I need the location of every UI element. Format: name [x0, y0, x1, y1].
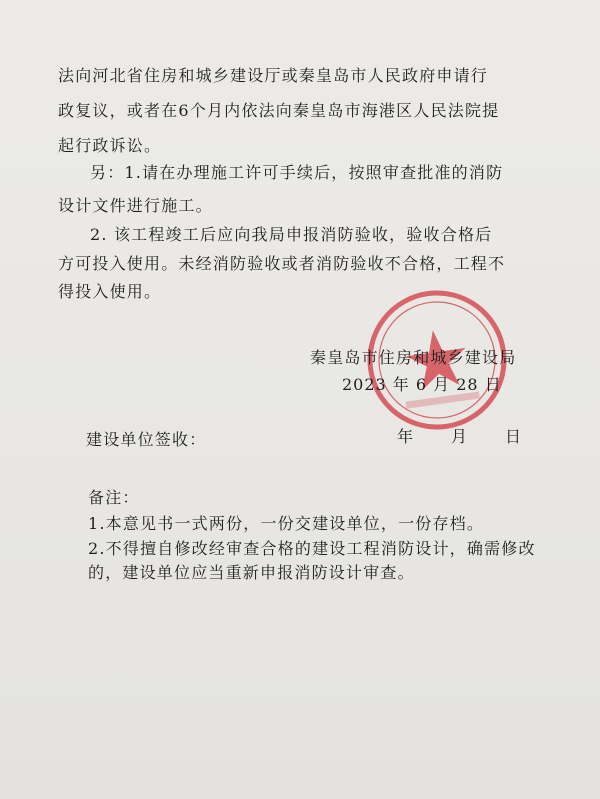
receipt-date-field: 年 月 日: [397, 427, 524, 446]
paragraph-line: 政复议，或者在6个月内依法向秦皇岛市海港区人民法院提: [58, 101, 500, 120]
notes-item: 的，建设单位应当重新申报消防设计审查。: [88, 563, 415, 582]
note-line: 2. 该工程竣工后应向我局申报消防验收，验收合格后: [90, 225, 493, 244]
note-line: 另：1.请在办理施工许可手续后，按照审查批准的消防: [90, 163, 504, 182]
paragraph-line: 法向河北省住房和城乡建设厅或秦皇岛市人民政府申请行: [58, 66, 489, 85]
notes-item: 1.本意见书一式两份，一份交建设单位，一份存档。: [88, 514, 485, 533]
note-line: 方可投入使用。未经消防验收或者消防验收不合格，工程不: [58, 254, 506, 273]
notes-item: 2.不得擅自修改经审查合格的建设工程消防设计，确需修改: [88, 539, 536, 558]
note-line: 设计文件进行施工。: [58, 196, 213, 215]
receipt-label: 建设单位签收：: [86, 430, 207, 449]
issuer-name: 秦皇岛市住房和城乡建设局: [310, 348, 517, 367]
paragraph-line: 起行政诉讼。: [58, 136, 162, 155]
note-line: 得投入使用。: [58, 282, 162, 301]
issue-date: 2023 年 6 月 28 日: [342, 375, 502, 394]
notes-title: 备注：: [88, 488, 140, 507]
